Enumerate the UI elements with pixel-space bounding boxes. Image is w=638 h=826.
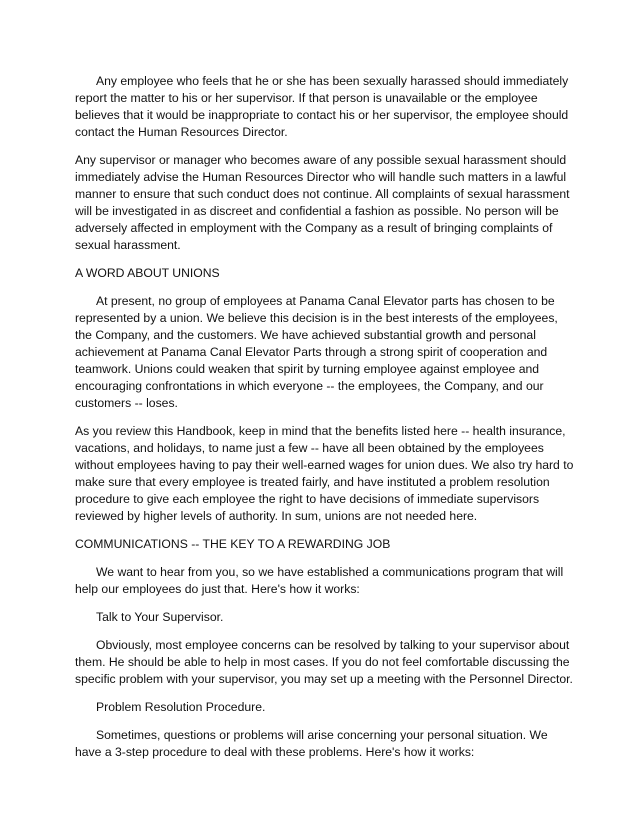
paragraph-supervisor-concerns: Obviously, most employee concerns can be resolved by talking to your supervisor about them. He should be able to help in most cases. If you do not feel comfortable discussing the specific problem with your supervisor, you may set up a meeting with the Personnel Director. (75, 638, 573, 686)
document-page (75, 73, 575, 772)
subheading-problem-resolution: Problem Resolution Procedure. (96, 700, 266, 714)
paragraph-harassment-reporting: Any employee who feels that he or she has been sexually harassed should immediately report the matter to his or her supervisor. If that person is unavailable or the employee believes that it would be inappropriate to contact his or her supervisor, the employee should contact the Human Resources Director. (75, 74, 569, 139)
heading-communications: COMMUNICATIONS -- THE KEY TO A REWARDING JOB (75, 537, 391, 551)
paragraph-handbook-benefits: As you review this Handbook, keep in mind that the benefits listed here -- health insurance, vacations, and holidays, to name just a few -- have all been obtained by the employees without employees having to pay their well-earned wages for union dues. We also try hard to make sure that every employee is treated fairly, and have instituted a problem resolution procedure to give each employee the right to have decisions of immediate supervisors reviewed by higher levels of authority. In sum, unions are not needed here. (75, 424, 574, 523)
paragraph-communications-program: We want to hear from you, so we have established a communications program that will help our employees do just that. Here's how it works: (75, 565, 564, 596)
subheading-talk-to-supervisor: Talk to Your Supervisor. (96, 610, 224, 624)
paragraph-supervisor-duty: Any supervisor or manager who becomes aware of any possible sexual harassment should immediately advise the Human Resources Director who will handle such matters in a lawful manner to ensure that such conduct does not continue. All complaints of sexual harassment will be investigated in as discreet and confidential a fashion as possible. No person will be adversely affected in employment with the Company as a result of bringing complaints of sexual harassment. (75, 153, 570, 252)
paragraph-three-step-procedure: Sometimes, questions or problems will arise concerning your personal situation. We have a 3-step procedure to deal with these problems. Here's how it works: (75, 728, 548, 759)
heading-word-about-unions: A WORD ABOUT UNIONS (75, 266, 220, 280)
paragraph-unions-present: At present, no group of employees at Panama Canal Elevator parts has chosen to be represented by a union. We believe this decision is in the best interests of the employees, the Company, and the customers. We have achieved substantial growth and personal achievement at Panama Canal Elevator Parts through a strong spirit of cooperation and teamwork. Unions could weaken that spirit by turning employee against employee and encouraging confrontations in which everyone -- the employees, the Company, and our customers -- loses. (75, 294, 558, 410)
